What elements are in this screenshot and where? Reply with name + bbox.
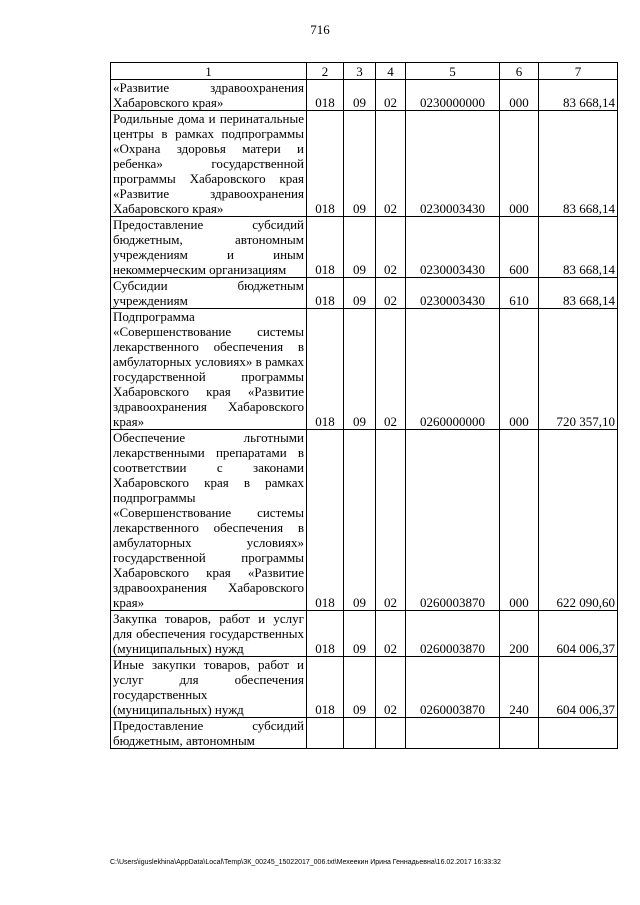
table-row (111, 430, 618, 611)
table-row (111, 611, 618, 657)
cell-c2: 018 (307, 309, 344, 430)
cell-c6: 000 (500, 309, 539, 430)
cell-c2: 018 (307, 111, 344, 217)
cell-c3: 09 (344, 611, 376, 657)
cell-c6 (500, 718, 539, 749)
column-header: 2 (307, 63, 344, 80)
cell-c5: 0260003870 (406, 430, 500, 611)
cell-c2: 018 (307, 278, 344, 309)
cell-c6: 200 (500, 611, 539, 657)
cell-c4: 02 (376, 217, 406, 278)
cell-c4: 02 (376, 430, 406, 611)
column-header: 6 (500, 63, 539, 80)
cell-c7: 720 357,10 (539, 309, 618, 430)
cell-c4: 02 (376, 309, 406, 430)
cell-c5: 0260000000 (406, 309, 500, 430)
cell-c4: 02 (376, 80, 406, 111)
row-description: «Развитие здравоохранения Хабаровского края» (111, 80, 307, 111)
cell-c5: 0260003870 (406, 611, 500, 657)
cell-c2 (307, 718, 344, 749)
cell-c2: 018 (307, 217, 344, 278)
cell-c5: 0230003430 (406, 111, 500, 217)
row-description: Обеспечение льготными лекарственными препаратами в соответствии с законами Хабаровского края в рамках подпрограммы «Совершенствование системы лекарственного обеспечения в амбулаторных условиях» государственной программы Хабаровского края «Развитие здравоохранения Хабаровского края» (111, 430, 307, 611)
column-header: 3 (344, 63, 376, 80)
row-description: Родильные дома и перинатальные центры в рамках подпрограммы «Охрана здоровья матери и ребенка» государственной программы Хабаровского края «Развитие здравоохранения Хабаровского края» (111, 111, 307, 217)
cell-c5: 0230003430 (406, 278, 500, 309)
cell-c4: 02 (376, 278, 406, 309)
cell-c3: 09 (344, 111, 376, 217)
table-row (111, 718, 618, 749)
cell-c6: 000 (500, 80, 539, 111)
cell-c2: 018 (307, 80, 344, 111)
table-row (111, 80, 618, 111)
cell-c3: 09 (344, 657, 376, 718)
row-description: Субсидии бюджетным учреждениям (111, 278, 307, 309)
cell-c3: 09 (344, 309, 376, 430)
cell-c3 (344, 718, 376, 749)
cell-c7: 83 668,14 (539, 217, 618, 278)
cell-c7: 83 668,14 (539, 111, 618, 217)
page-number: 716 (310, 22, 330, 37)
cell-c7: 604 006,37 (539, 611, 618, 657)
cell-c7 (539, 718, 618, 749)
cell-c5: 0260003870 (406, 657, 500, 718)
cell-c4: 02 (376, 611, 406, 657)
row-description: Предоставление субсидий бюджетным, автономным (111, 718, 307, 749)
cell-c2: 018 (307, 430, 344, 611)
table-row (111, 657, 618, 718)
cell-c7: 83 668,14 (539, 278, 618, 309)
table-row (111, 309, 618, 430)
cell-c3: 09 (344, 80, 376, 111)
row-description: Закупка товаров, работ и услуг для обеспечения государственных (муниципальных) нужд (111, 611, 307, 657)
row-description: Подпрограмма «Совершенствование системы лекарственного обеспечения в амбулаторных условиях» в рамках государственной программы Хабаровского края «Развитие здравоохранения Хабаровского края» (111, 309, 307, 430)
cell-c4: 02 (376, 111, 406, 217)
cell-c6: 000 (500, 111, 539, 217)
cell-c6: 600 (500, 217, 539, 278)
table-row (111, 217, 618, 278)
row-description: Иные закупки товаров, работ и услуг для обеспечения государственных (муниципальных) нужд (111, 657, 307, 718)
column-header: 4 (376, 63, 406, 80)
table-row (111, 111, 618, 217)
cell-c7: 83 668,14 (539, 80, 618, 111)
file-path-footer: C:\Users\iguslekhina\AppData\Local\Temp\ЗК_00245_15022017_006.txt\Мехеекин Ирина Геннадьевна\16.02.2017 16:33:32 (110, 859, 501, 866)
cell-c5: 0230000000 (406, 80, 500, 111)
column-header: 7 (539, 63, 618, 80)
table-row (111, 278, 618, 309)
column-header: 5 (406, 63, 500, 80)
cell-c5 (406, 718, 500, 749)
table-header-row (111, 63, 618, 80)
budget-table (110, 62, 618, 749)
cell-c7: 604 006,37 (539, 657, 618, 718)
cell-c4 (376, 718, 406, 749)
cell-c5: 0230003430 (406, 217, 500, 278)
cell-c4: 02 (376, 657, 406, 718)
cell-c2: 018 (307, 611, 344, 657)
cell-c6: 240 (500, 657, 539, 718)
cell-c3: 09 (344, 430, 376, 611)
cell-c3: 09 (344, 278, 376, 309)
cell-c3: 09 (344, 217, 376, 278)
row-description: Предоставление субсидий бюджетным, автономным учреждениям и иным некоммерческим организациям (111, 217, 307, 278)
column-header: 1 (111, 63, 307, 80)
cell-c7: 622 090,60 (539, 430, 618, 611)
cell-c6: 610 (500, 278, 539, 309)
cell-c2: 018 (307, 657, 344, 718)
cell-c6: 000 (500, 430, 539, 611)
